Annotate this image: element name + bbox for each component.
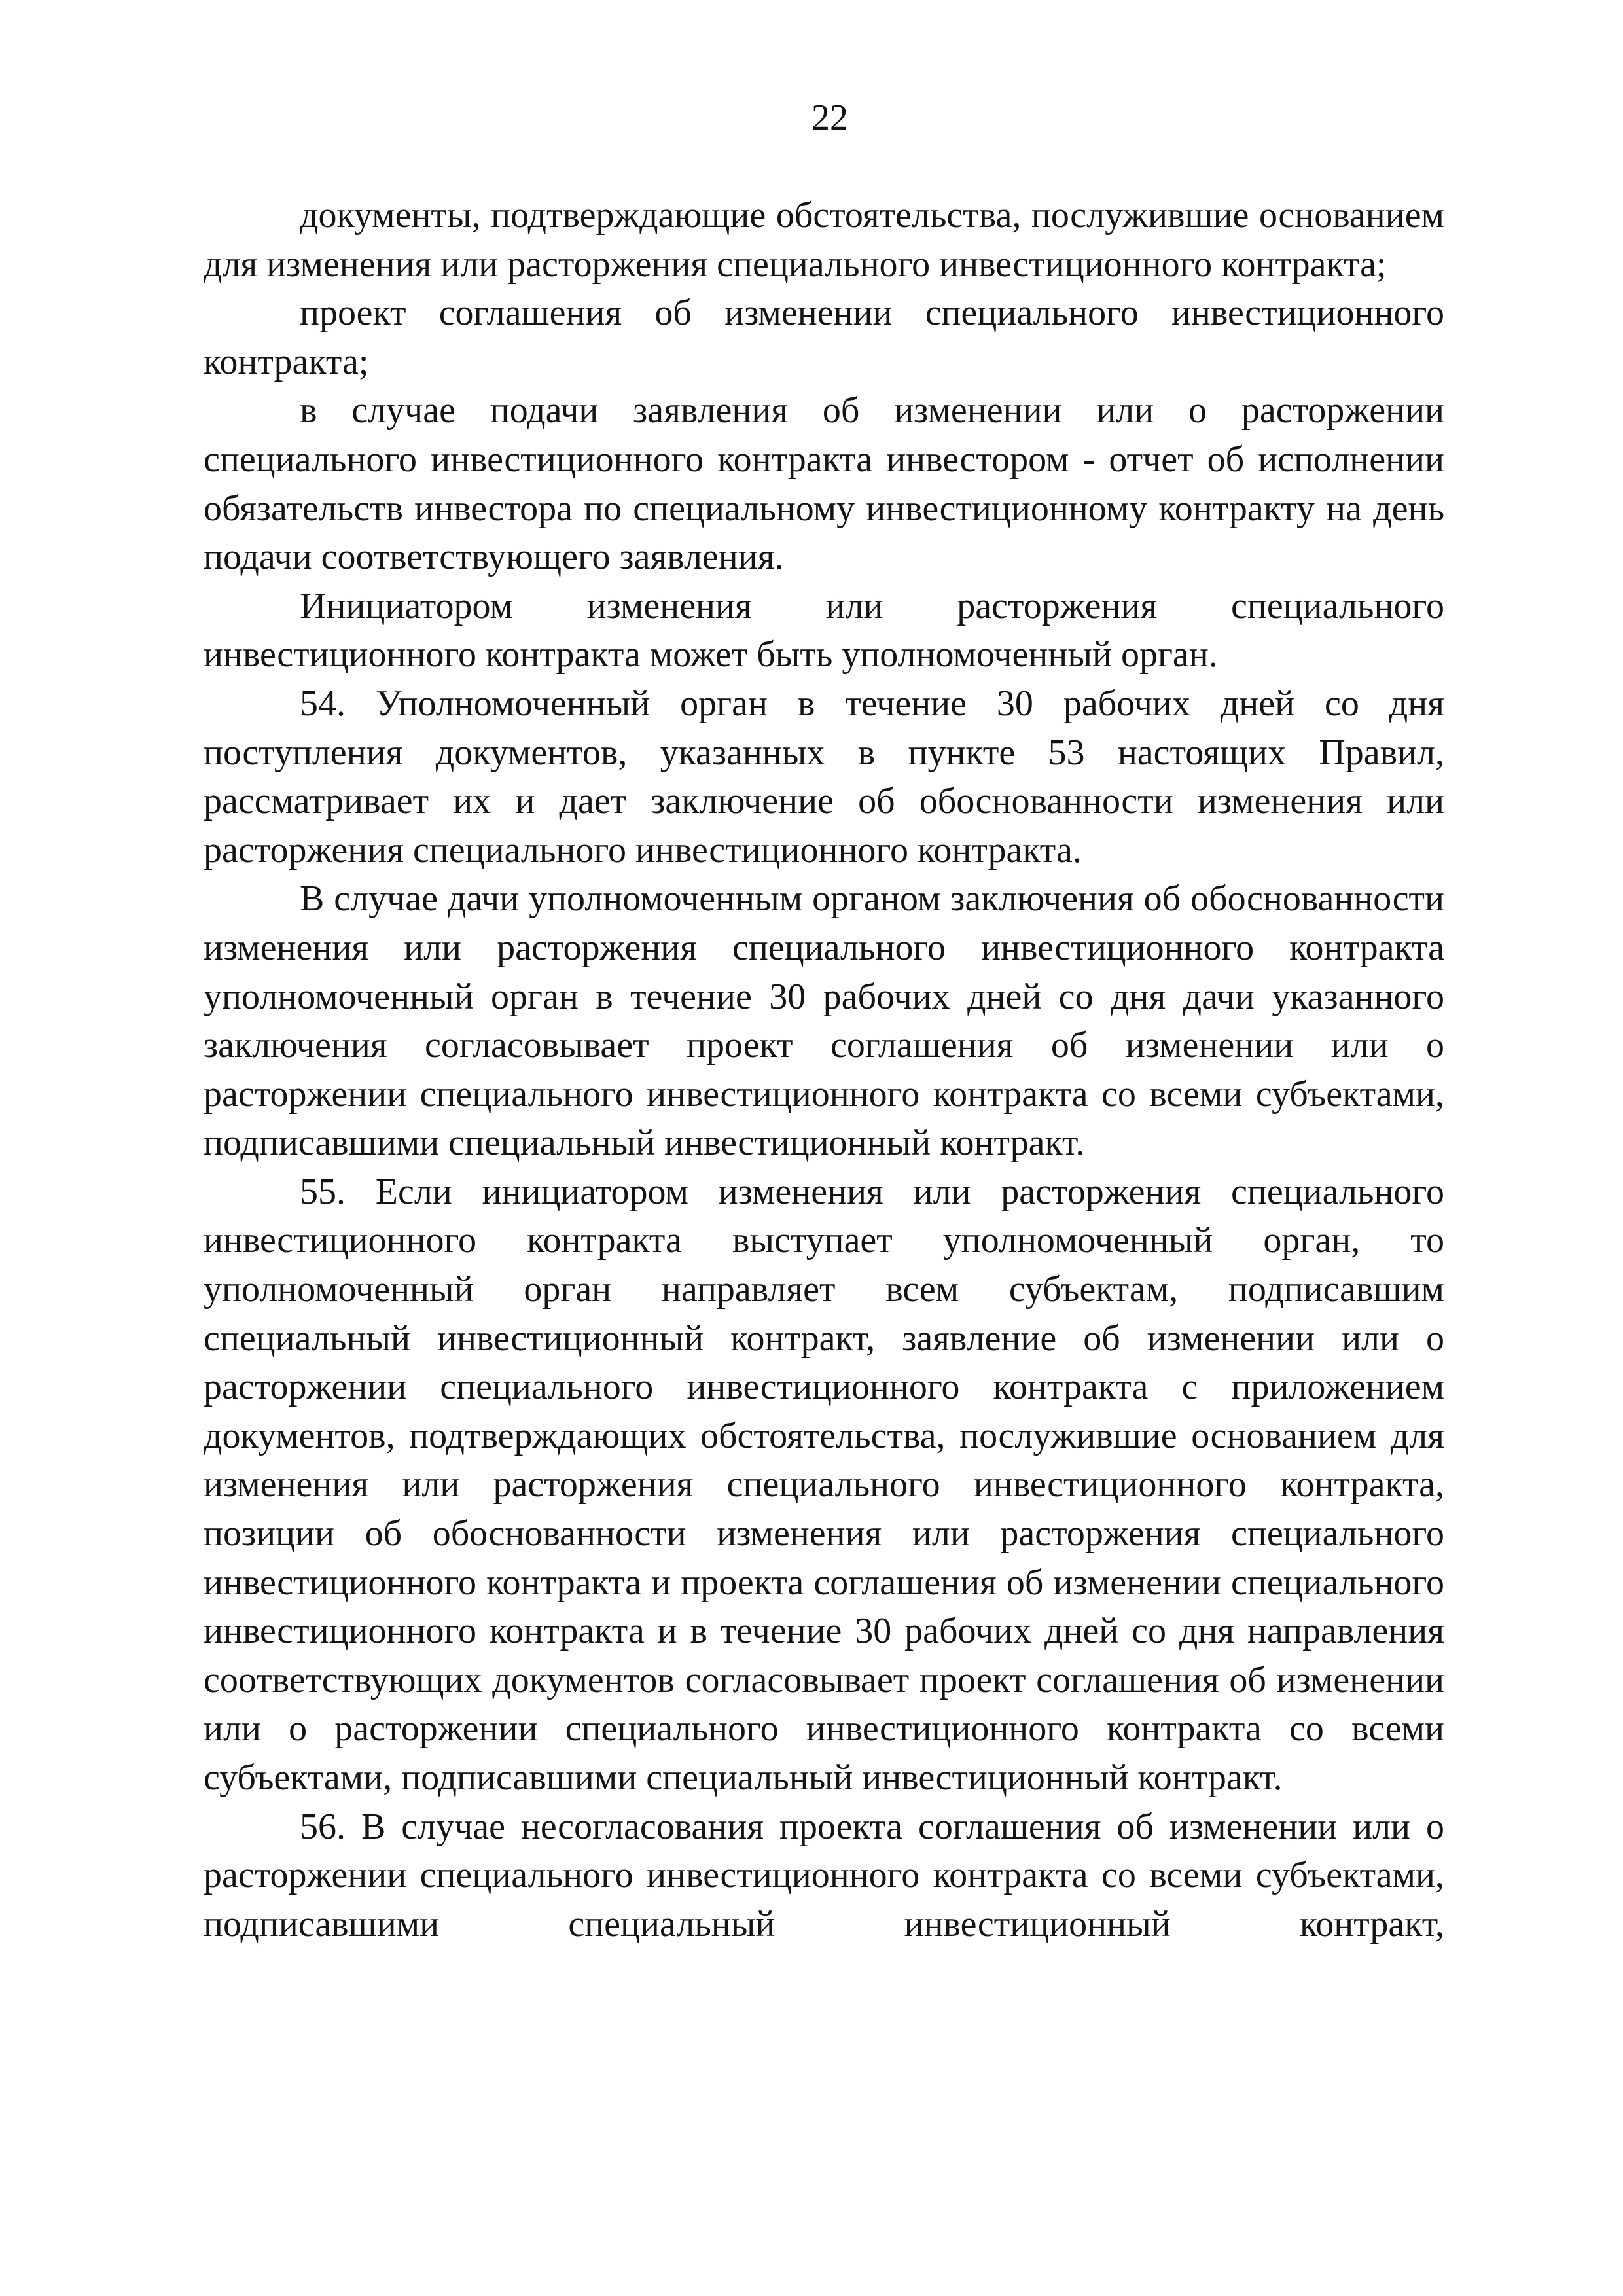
paragraph-clause-54-approval: В случае дачи уполномоченным органом заключения об обоснованности изменения или расторжения специального инвестиционного контракта уполномоченный орган в течение 30 рабочих дней со дня дачи указанного заключения согласовывает проект соглашения об изменении или о расторжении специального инвестиционного контракта со всеми субъектами, подписавшими специальный инвестиционный контракт. xyxy=(204,878,1444,1164)
paragraph-clause-55: 55. Если инициатором изменения или расторжения специального инвестиционного контракта выступает уполномоченный орган, то уполномоченный орган направляет всем субъектам, подписавшим специальный инвестиционный контракт, заявление об изменении или о расторжении специального инвестиционного контракта с приложением документов, подтверждающих обстоятельства, послужившие основанием для изменения или расторжения специального инвестиционного контракта, позиции об обоснованности изменения или расторжения специального инвестиционного контракта и проекта соглашения об изменении специального инвестиционного контракта и в течение 30 рабочих дней со дня направления соответствующих документов согласовывает проект соглашения об изменении или о расторжении специального инвестиционного контракта со всеми субъектами, подписавшими специальный инвестиционный контракт. xyxy=(204,1171,1444,1798)
document-body xyxy=(204,191,1444,1948)
page-number: 22 xyxy=(812,98,848,138)
paragraph-investor-report-item: в случае подачи заявления об изменении или о расторжении специального инвестиционного контракта инвестором - отчет об исполнении обязательств инвестора по специальному инвестиционному контракту на день подачи соответствующего заявления. xyxy=(204,390,1444,578)
paragraph-clause-56: 56. В случае несогласования проекта соглашения об изменении или о расторжении специального инвестиционного контракта со всеми субъектами, подписавшими специальный инвестиционный контракт, xyxy=(204,1806,1444,1945)
paragraph-initiator: Инициатором изменения или расторжения специального инвестиционного контракта может быть уполномоченный орган. xyxy=(204,585,1444,675)
paragraph-clause-54: 54. Уполномоченный орган в течение 30 рабочих дней со дня поступления документов, указанных в пункте 53 настоящих Правил, рассматривает их и дает заключение об обоснованности изменения или расторжения специального инвестиционного контракта. xyxy=(204,683,1444,870)
paragraph-draft-agreement-item: проект соглашения об изменении специального инвестиционного контракта; xyxy=(204,293,1444,382)
paragraph-documents-list-item: документы, подтверждающие обстоятельства, послужившие основанием для изменения или расторжения специального инвестиционного контракта; xyxy=(204,195,1444,285)
